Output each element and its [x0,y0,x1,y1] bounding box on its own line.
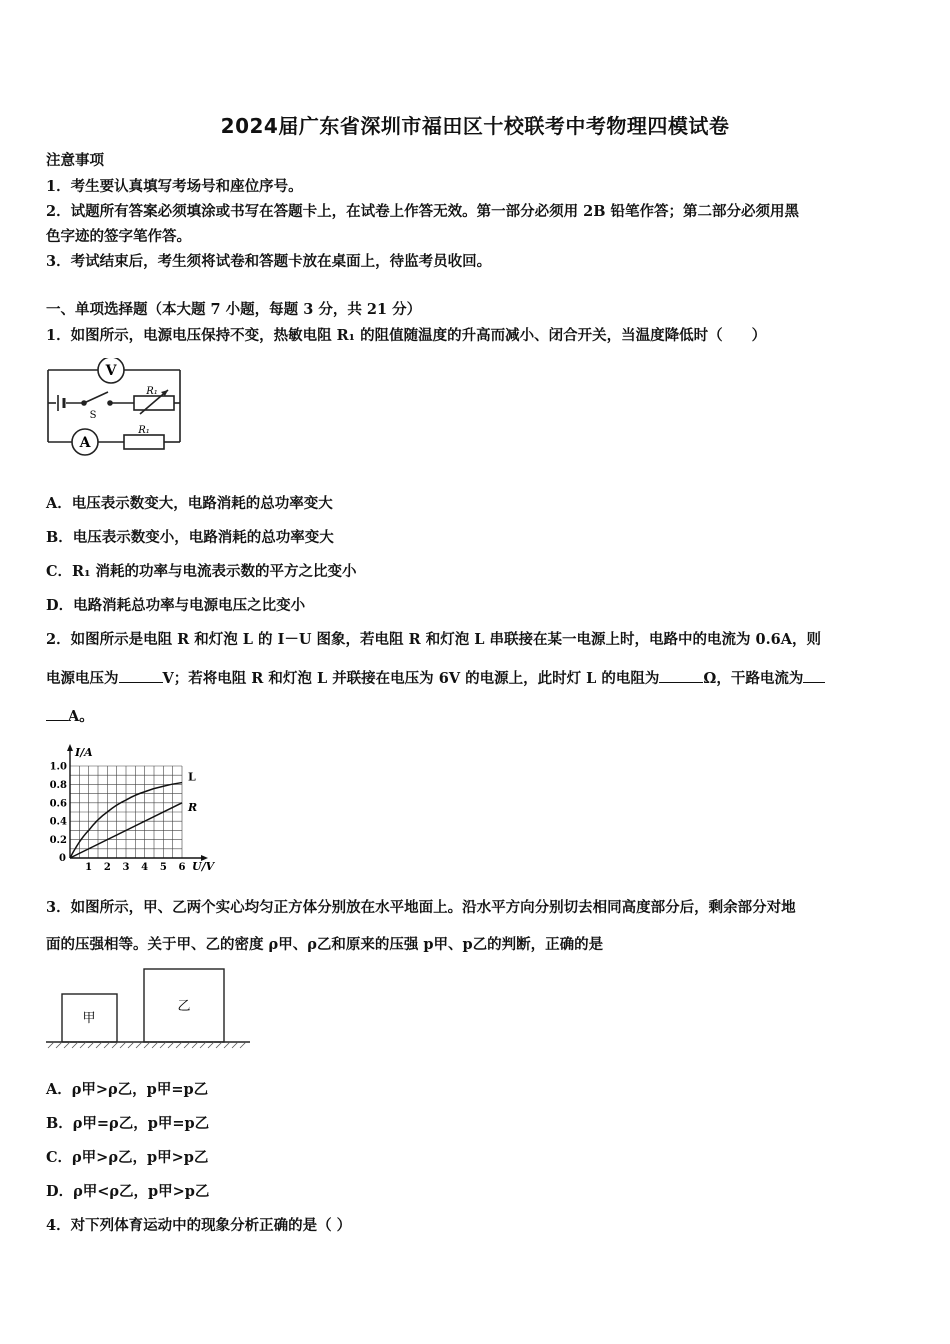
y-tick-label: 1.0 [49,761,67,773]
option-b: B．电压表示数变小，电路消耗的总功率变大 [46,529,334,546]
question-3-line: 3．如图所示，甲、乙两个实心均匀正方体分别放在水平地面上。沿水平方向分别切去相同高度部分后，剩余部分对地 [46,899,796,916]
x-tick-label: 6 [178,862,186,873]
answer-blank[interactable] [803,668,825,683]
series-label-R: R [188,800,198,814]
option-d: D．电路消耗总功率与电源电压之比变小 [46,597,306,614]
x-tick-label: 5 [159,862,167,873]
notice-heading: 注意事项 [46,152,104,169]
option-c: C．ρ甲>ρ乙，p甲>p乙 [46,1149,209,1166]
question-3-line: 面的压强相等。关于甲、乙的密度 ρ甲、ρ乙和原来的压强 p甲、p乙的判断，正确的是 [46,936,604,953]
x-tick-label: 1 [85,862,93,873]
y-axis-label: I/A [75,746,93,759]
x-tick-label: 3 [122,862,130,873]
answer-blank[interactable] [659,668,703,683]
option-a: A．电压表示数变大，电路消耗的总功率变大 [46,495,333,512]
notice-item: 1．考生要认真填写考场号和座位序号。 [46,178,303,195]
ammeter-label: A [79,435,91,451]
blocks-diagram [44,964,254,1054]
question-2-line [46,706,94,727]
series-label-L: L [188,770,196,784]
answer-blank[interactable] [46,706,68,721]
notice-item: 色字迹的签字笔作答。 [46,228,191,245]
y-tick-label: 0.2 [49,835,67,847]
answer-blank[interactable] [119,668,163,683]
question-2-text: 电源电压为 [46,670,119,687]
question-2-text: V；若将电阻 R 和灯泡 L 并联接在电压为 6V 的电源上，此时灯 L 的电阻为 [162,670,660,687]
x-tick-label: 2 [103,862,111,873]
origin-label: 0 [59,853,66,864]
circuit-diagram [44,358,186,466]
block-jia-label: 甲 [82,1011,96,1026]
question-2-text: A。 [68,708,94,725]
switch-contact [108,401,112,405]
ground-hatching [48,1042,246,1048]
option-b: B．ρ甲=ρ乙，p甲=p乙 [46,1115,210,1132]
voltmeter-label: V [105,363,117,379]
notice-item: 2．试题所有答案必须填涂或书写在答题卡上，在试卷上作答无效。第一部分必须用 2B 铅笔作答；第二部分必须用黑 [46,203,800,220]
x-axis-label: U/V [192,860,215,873]
question-2-text: Ω，干路电流为 [703,670,804,687]
y-axis-arrow [67,744,73,751]
option-a: A．ρ甲>ρ乙，p甲=p乙 [46,1081,209,1098]
option-d: D．ρ甲<ρ乙，p甲>p乙 [46,1183,210,1200]
question-2-line: 2．如图所示是电阻 R 和灯泡 L 的 I－U 图象，若电阻 R 和灯泡 L 串联接在某一电源上时，电路中的电流为 0.6A，则 [46,631,822,648]
thermistor-label: R₁ [146,386,158,397]
switch-contact [82,401,86,405]
option-c: C．R₁ 消耗的功率与电流表示数的平方之比变小 [46,563,357,580]
question-2-line [46,668,825,689]
page-title: 2024届广东省深圳市福田区十校联考中考物理四模试卷 [220,114,730,138]
switch-label: S [89,410,97,421]
y-tick-label: 0.4 [49,816,67,828]
block-yi-label: 乙 [177,999,191,1014]
iu-chart [44,740,230,878]
y-tick-label: 0.8 [49,779,67,791]
section-heading: 一、单项选择题（本大题 7 小题，每题 3 分，共 21 分） [46,301,422,318]
y-tick-label: 0.6 [49,798,67,810]
question-1-stem: 1．如图所示，电源电压保持不变，热敏电阻 R₁ 的阻值随温度的升高而减小、闭合开关，当温度降低时（ ） [46,327,767,344]
notice-item: 3．考试结束后，考生须将试卷和答题卡放在桌面上，待监考员收回。 [46,253,492,270]
x-tick-label: 4 [141,862,149,873]
resistor-label: R₁ [138,425,150,436]
question-4-stem: 4．对下列体育运动中的现象分析正确的是（ ） [46,1217,352,1234]
resistor-body [124,435,164,449]
switch-blade [84,392,108,403]
